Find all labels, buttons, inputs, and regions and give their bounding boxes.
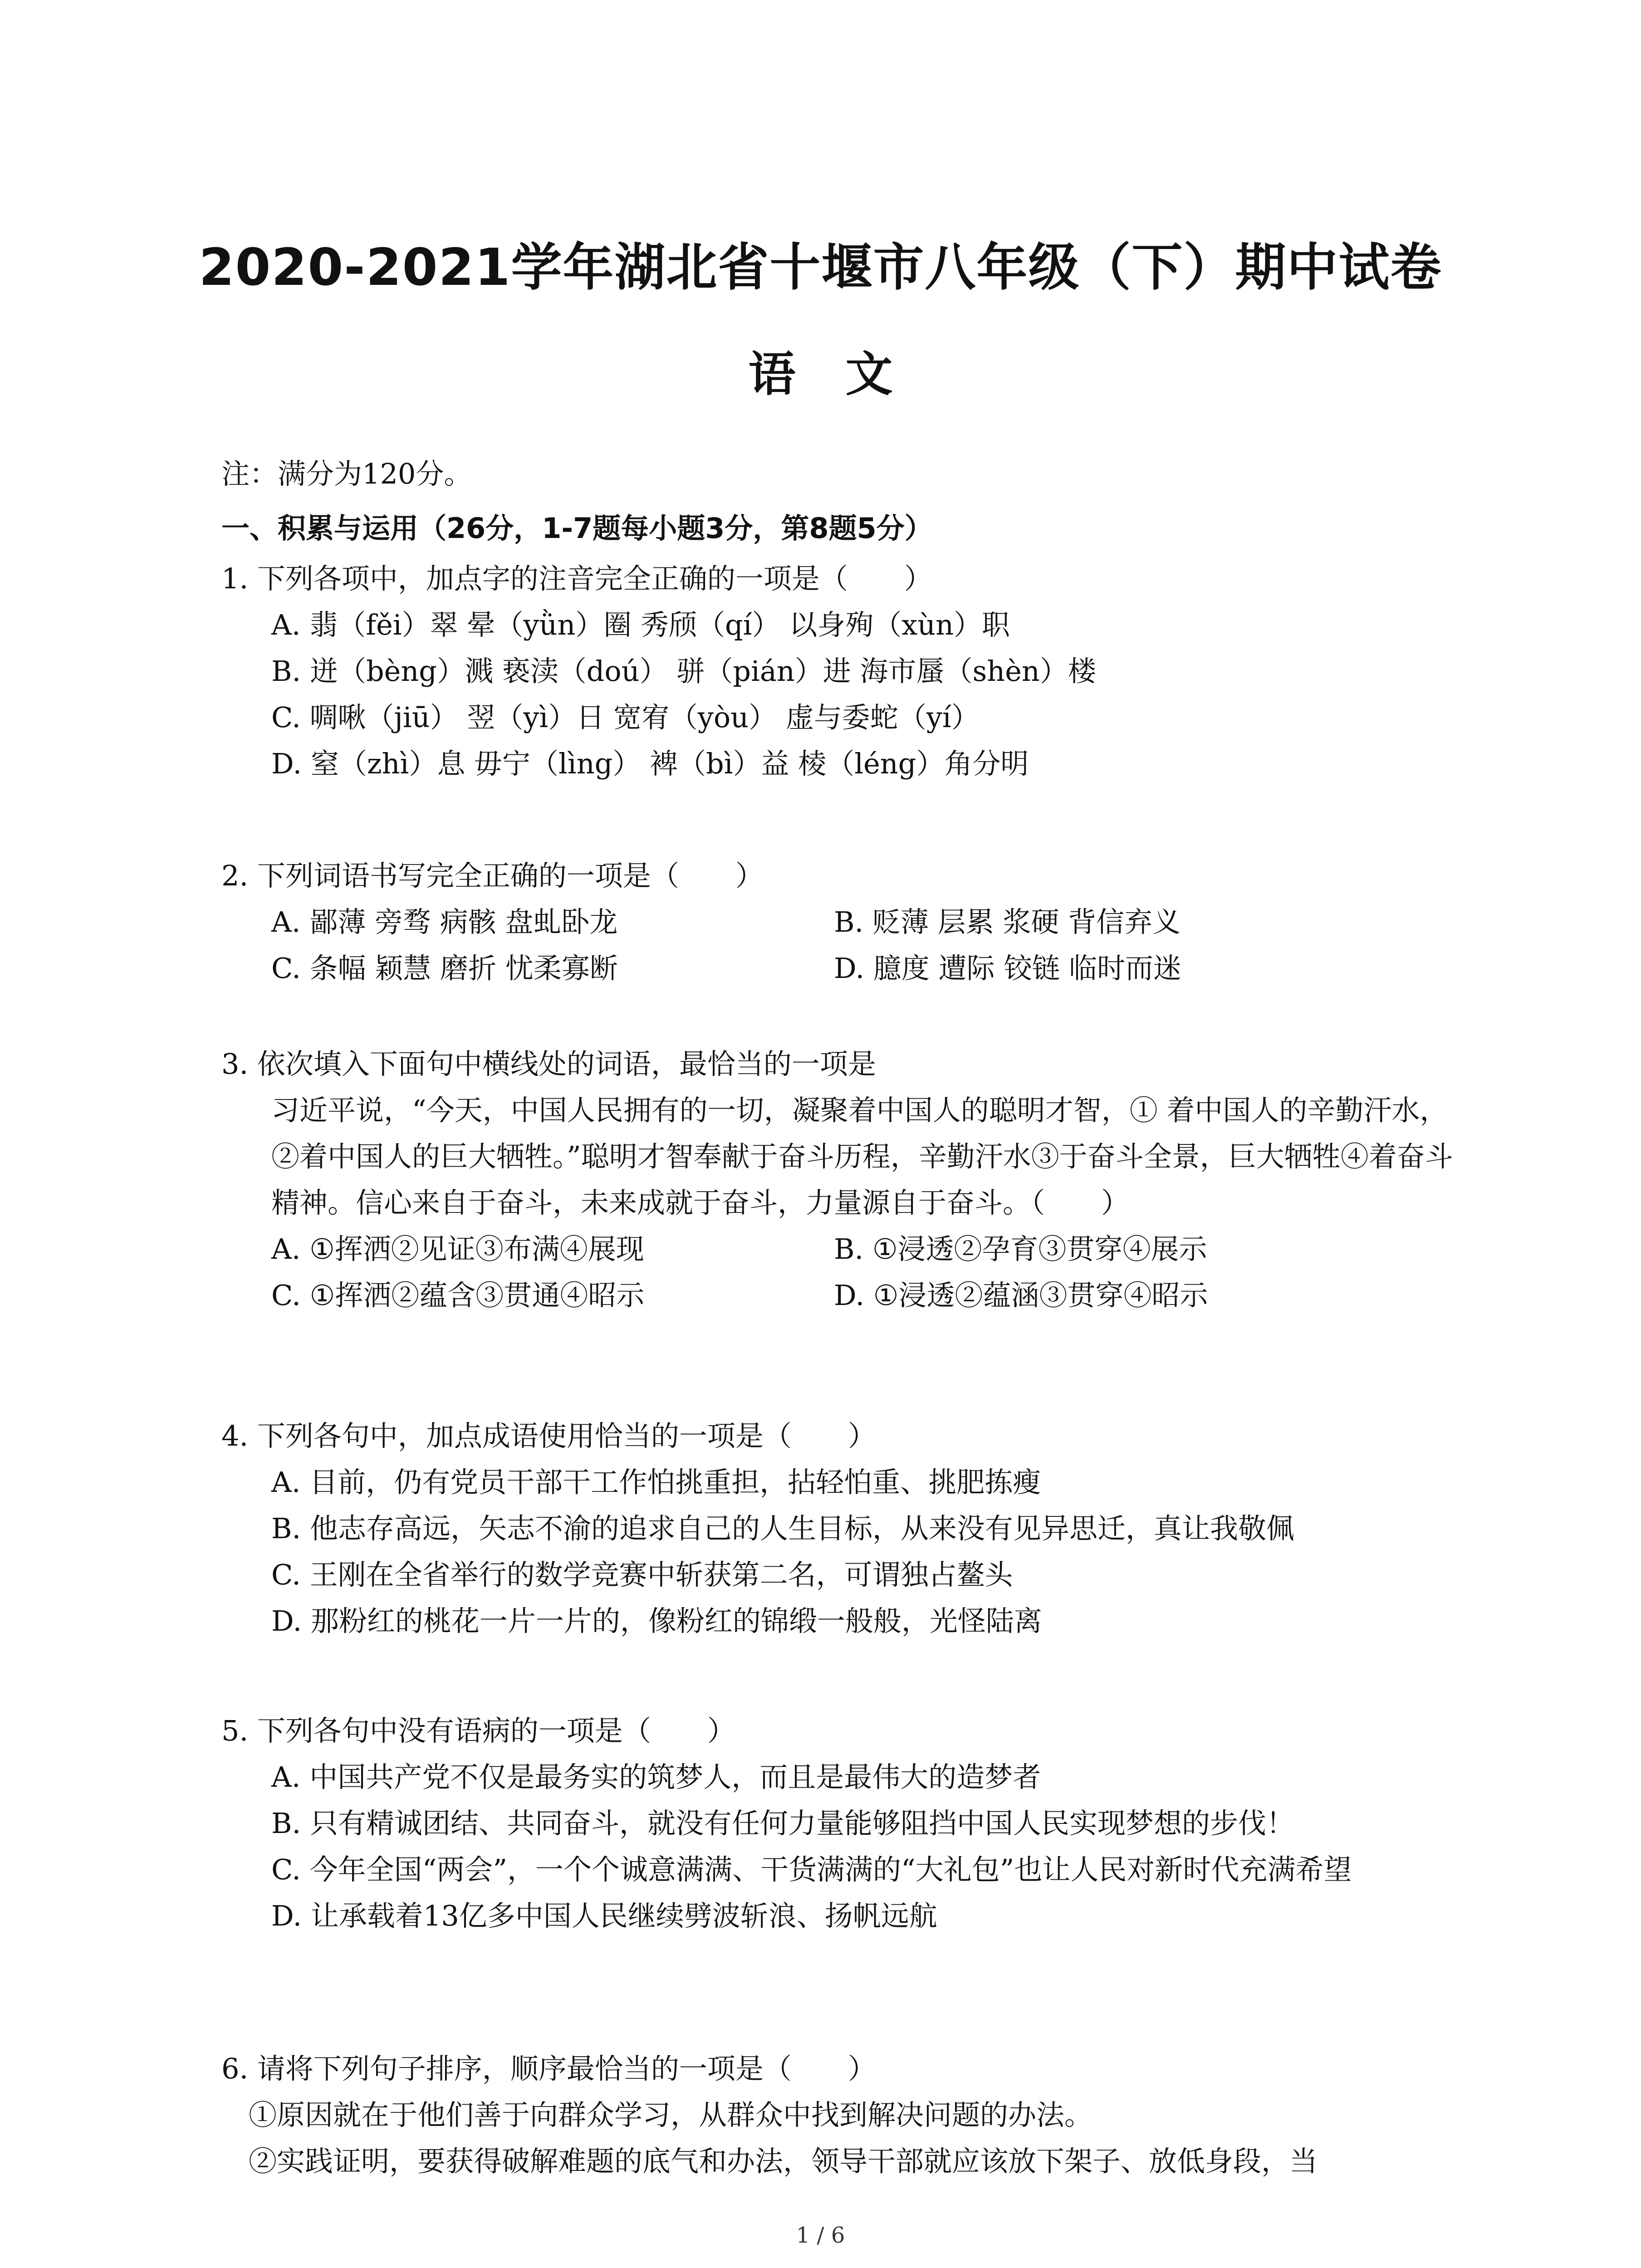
question-stem: 3. 依次填入下面句中横线处的词语，最恰当的一项是 <box>221 1047 876 1080</box>
option-c: C. 啁啾（jiū） 翌（yì）日 宽宥（yòu） 虚与委蛇（yí） <box>271 701 980 734</box>
option-a: A. 中国共产党不仅是最务实的筑梦人，而且是最伟大的造梦者 <box>271 1760 1041 1794</box>
sentence-2: ②实践证明，要获得破解难题的底气和办法，领导干部就应该放下架子、放低身段，当 <box>249 2145 1318 2178</box>
question-2 <box>221 853 1455 992</box>
option-d: D. 臆度 遭际 铰链 临时而迷 <box>834 952 1182 985</box>
option-d: D. ①浸透②蕴涵③贯穿④昭示 <box>834 1279 1208 1312</box>
question-stem: 4. 下列各句中，加点成语使用恰当的一项是（ ） <box>221 1419 876 1452</box>
question-passage: 习近平说，“今天，中国人民拥有的一切，凝聚着中国人的聪明才智，① 着中国人的辛勤汗水，②着中国人的巨大牺牲。”聪明才智奉献于奋斗历程，辛勤汗水③于奋斗全景，巨大牺牲④着奋斗精神。信心来自于奋斗，未来成就于奋斗，力量源自于奋斗。（ ） <box>271 1094 1453 1219</box>
option-a: A. 翡（fěi）翠 晕（yǜn）圈 秀颀（qí） 以身殉（xùn）职 <box>271 608 1010 641</box>
question-6 <box>221 2046 1455 2185</box>
option-b: B. 他志存高远，矢志不渝的追求自己的人生目标，从来没有见异思迁，真让我敬佩 <box>271 1512 1294 1545</box>
option-a: A. 目前，仍有党员干部干工作怕挑重担，拈轻怕重、挑肥拣瘦 <box>271 1466 1041 1499</box>
question-stem: 1. 下列各项中，加点字的注音完全正确的一项是（ ） <box>221 562 932 595</box>
option-c: C. 王刚在全省举行的数学竞赛中斩获第二名，可谓独占鳌头 <box>271 1558 1013 1591</box>
question-5 <box>221 1708 1455 1939</box>
score-note: 注：满分为120分。 <box>221 457 472 490</box>
option-c: C. 条幅 颖慧 磨折 忧柔寡断 <box>271 952 618 985</box>
options-grid <box>221 899 1455 992</box>
section-heading: 一、积累与运用（26分，1-7题每小题3分，第8题5分） <box>221 512 933 545</box>
option-a: A. 鄙薄 旁骛 病骸 盘虬卧龙 <box>271 905 618 938</box>
option-d: D. 那粉红的桃花一片一片的，像粉红的锦缎一般般，光怪陆离 <box>271 1604 1042 1637</box>
exam-title: 2020-2021学年湖北省十堰市八年级（下）期中试卷 <box>199 238 1442 297</box>
option-b: B. ①浸透②孕育③贯穿④展示 <box>834 1232 1207 1266</box>
option-c: C. 今年全国“两会”，一个个诚意满满、干货满满的“大礼包”也让人民对新时代充满希望 <box>271 1853 1352 1886</box>
question-3 <box>221 1041 1455 1319</box>
question-stem: 6. 请将下列句子排序，顺序最恰当的一项是（ ） <box>221 2052 876 2085</box>
option-b: B. 贬薄 层累 浆硬 背信弃义 <box>834 905 1181 938</box>
options-grid <box>221 1226 1455 1319</box>
sentence-1: ①原因就在于他们善于向群众学习，从群众中找到解决问题的办法。 <box>249 2098 1093 2131</box>
question-stem: 2. 下列词语书写完全正确的一项是（ ） <box>221 859 764 892</box>
option-b: B. 只有精诚团结、共同奋斗，就没有任何力量能够阻挡中国人民实现梦想的步伐！ <box>271 1807 1294 1840</box>
question-4 <box>221 1413 1455 1644</box>
option-c: C. ①挥洒②蕴含③贯通④昭示 <box>271 1279 645 1312</box>
option-a: A. ①挥洒②见证③布满④展现 <box>271 1232 644 1266</box>
question-stem: 5. 下列各句中没有语病的一项是（ ） <box>221 1714 735 1747</box>
option-d: D. 让承载着13亿多中国人民继续劈波斩浪、扬帆远航 <box>271 1899 937 1932</box>
option-b: B. 迸（bèng）溅 亵渎（doú） 骈（pián）进 海市蜃（shèn）楼 <box>271 655 1096 688</box>
option-d: D. 窒（zhì）息 毋宁（lìng） 裨（bì）益 棱（léng）角分明 <box>271 747 1029 780</box>
subject-heading: 语文 <box>748 347 943 402</box>
question-1 <box>221 556 1455 787</box>
page-number: 1 / 6 <box>796 2223 845 2248</box>
